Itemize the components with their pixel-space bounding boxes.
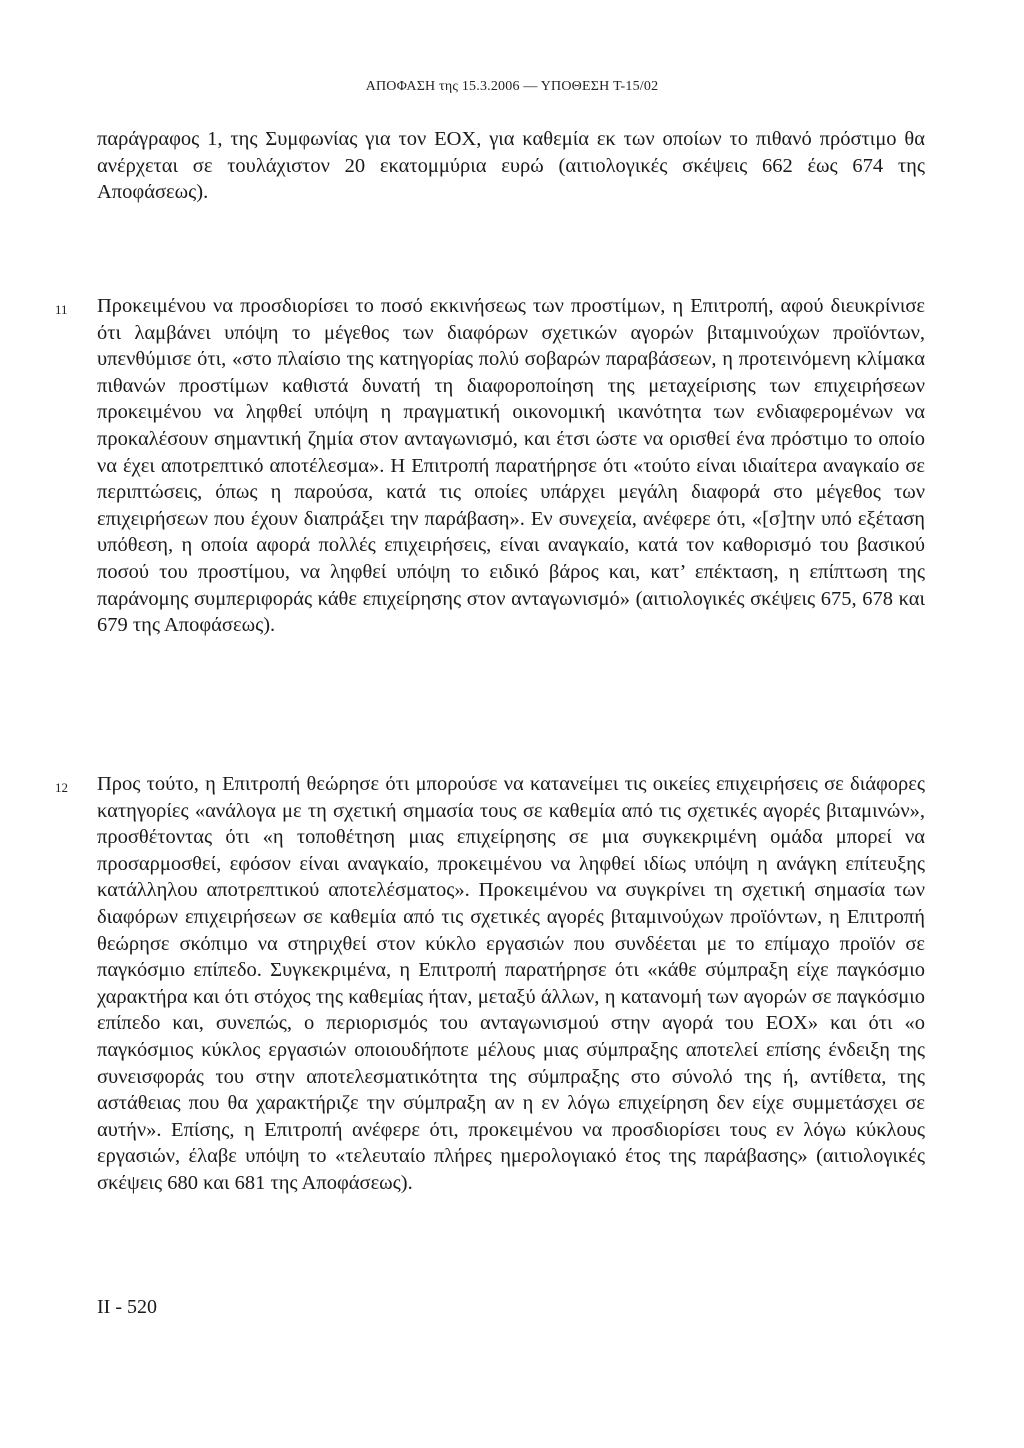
paragraph-number: 12 bbox=[55, 780, 68, 795]
continuation-paragraph: παράγραφος 1, της Συμφωνίας για τον ΕΟΧ, για καθεμία εκ των οποίων το πιθανό πρόστιμο θα ανέρχεται σε τουλάχιστον 20 εκατομμύρια ευρώ (αιτιολογικές σκέψεις 662 έως 674 της Αποφάσεως). bbox=[97, 128, 925, 204]
paragraph-text: Προς τούτο, η Επιτροπή θεώρησε ότι μπορούσε να κατανείμει τις οικείες επιχειρήσεις σε διάφορες κατηγορίες «ανάλογα με τη σχετική σημασία τους σε καθεμία από τις σχετικές αγορές βιταμινών», προσθέτοντας ότι «η τοποθέτηση μιας επιχείρησης σε μια συγκεκριμένη ομάδα μπορεί να προσαρμοσθεί, εφόσον είναι αναγκαίο, προκειμένου να ληφθεί ιδίως υπόψη η ανάγκη επίτευξης κατάλληλου αποτρεπτικού αποτελέσματος». Προκειμένου να συγκρίνει τη σχετική σημασία των διαφόρων επιχειρήσεων σε καθεμία από τις σχετικές αγορές βιταμινούχων προϊόντων, η Επιτροπή θεώρησε σκόπιμο να στηριχθεί στον κύκλο εργασιών που συνδέεται με το επίμαχο προϊόν σε παγκόσμιο επίπεδο. Συγκεκριμένα, η Επιτροπή παρατήρησε ότι «κάθε σύμπραξη είχε παγκόσμιο χαρακτήρα και ότι στόχος της καθεμίας ήταν, μεταξύ άλλων, η κατανομή των αγορών σε παγκόσμιο επίπεδο και, συνεπώς, ο περιορισμός του ανταγωνισμού στην αγορά του ΕΟΧ» και ότι «ο παγκόσμιος κύκλος εργασιών οποιουδήποτε μέλους μιας σύμπραξης αποτελεί επίσης ένδειξη της συνεισφοράς του στην αποτελεσματικότητα της σύμπραξης στο σύνολό της ή, αντίθετα, της αστάθειας που θα χαρακτήριζε την σύμπραξη αν η εν λόγω επιχείρηση δεν είχε συμμετάσχει σε αυτήν». Επίσης, η Επιτροπή ανέφερε ότι, προκειμένου να προσδιορίσει τους εν λόγω κύκλους εργασιών, έλαβε υπόψη το «τελευταίο πλήρες ημερολογιακό έτος της παράβασης» (αιτιολογικές σκέψεις 680 και 681 της Αποφάσεως). bbox=[97, 773, 925, 1194]
running-header: ΑΠΟΦΑΣΗ της 15.3.2006 — ΥΠΟΘΕΣΗ T-15/02 bbox=[365, 79, 659, 94]
page-number: II - 520 bbox=[97, 1296, 157, 1318]
paragraph-number: 11 bbox=[55, 302, 68, 317]
paragraph-text: Προκειμένου να προσδιορίσει το ποσό εκκινήσεως των προστίμων, η Επιτροπή, αφού διευκρίνισε ότι λαμβάνει υπόψη το μέγεθος των διαφόρων σχετικών αγορών βιταμινούχων προϊόντων, υπενθύμισε ότι, «στο πλαίσιο της κατηγορίας πολύ σοβαρών παραβάσεων, η προτεινόμενη κλίμακα πιθανών προστίμων καθιστά δυνατή τη διαφοροποίηση της μεταχείρισης των επιχειρήσεων προκειμένου να ληφθεί υπόψη η πραγματική οικονομική ικανότητα των ενδιαφερομένων να προκαλέσουν σημαντική ζημία στον ανταγωνισμό, και έτσι ώστε να ορισθεί ένα πρόστιμο το οποίο να έχει αποτρεπτικό αποτέλεσμα». Η Επιτροπή παρατήρησε ότι «τούτο είναι ιδιαίτερα αναγκαίο σε περιπτώσεις, όπως η παρούσα, κατά τις οποίες υπάρχει μεγάλη διαφορά στο μέγεθος των επιχειρήσεων που έχουν διαπράξει την παράβαση». Εν συνεχεία, ανέφερε ότι, «[σ]την υπό εξέταση υπόθεση, η οποία αφορά πολλές επιχειρήσεις, είναι αναγκαίο, κατά τον καθορισμό του βασικού ποσού του προστίμου, να ληφθεί υπόψη το ειδικό βάρος και, κατ’ επέκταση, η επίπτωση της παράνομης συμπεριφοράς κάθε επιχείρησης στον ανταγωνισμό» (αιτιολογικές σκέψεις 675, 678 και 679 της Αποφάσεως). bbox=[97, 295, 925, 637]
